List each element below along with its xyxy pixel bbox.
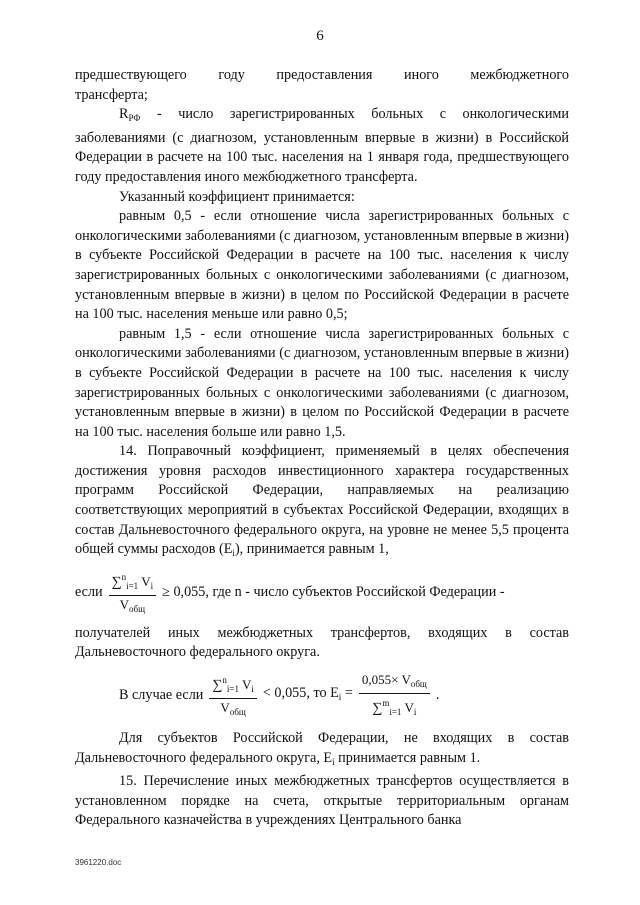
page-number: 6 [316,28,324,44]
paragraph-non-far-east: Для субъектов Российской Федерации, не входящих в состав Дальневосточного федерального округа, $E_i$ принимается равным 1. [75,730,569,767]
formula-otherwise: В случае если $\frac{\sum^n_{i=1} V_i}{V_{общ}}$ < 0,055, то $E_i$ = $\frac{0,055\times V_{общ}}{\sum^m_{i=1} V_i}$ . [119,671,569,721]
paragraph-15: 15. Перечисление иных межбюджетных трансфертов осуществляется в установленном порядке на счета, открытые территориальным органам Федерального казначейства в учреждениях Центрального банка [75,773,569,829]
paragraph-r-rf-definition: $R_{РФ}$ - число зарегистрированных больных с онкологическими заболеваниями (с диагнозом, установленным впервые в жизни) в Российской Федерации в расчете на 100 тыс. населения на 1 января года, предшествующего году предоставления иного межбюджетного трансферта. [75,106,569,185]
formula-condition: если $\frac{\sum^n_{i=1} V_i}{V_{общ}}$ ≥ 0,055, где n - число субъектов Российской Федерации - [75,568,569,618]
paragraph-14: 14. Поправочный коэффициент, применяемый в целях обеспечения достижения уровня расходов инвестиционного характера государственных программ Российской Федерации, направляемых на реализацию соответствующих мероприятий в субъектах Российской Федерации, входящих в состав Дальневосточного федерального округа, на уровне не менее 5,5 процента общей суммы расходов $(E_i)$, принимается равным 1, [75,443,569,559]
formula-fraction-right: $\frac{0,055\times V_{общ}}{\sum^m_{i=1} V_i}$ [359,671,430,721]
paragraph-coefficient-0-5: равным 0,5 - если отношение числа зарегистрированных больных с онкологическими заболеваниями (с диагнозом, установленным впервые в жизни) в субъекте Российской Федерации в расчете на 100 тыс. населения к числу зарегистрированных больных с онкологическими заболеваниями (с диагнозом, установленным впервые в жизни) в целом по Российской Федерации в расчете на 100 тыс. населения меньше или равно 0,5; [75,208,569,323]
paragraph-recipients: получателей иных межбюджетных трансфертов, входящих в состав Дальневосточного федерального округа. [75,624,569,661]
paragraph-coefficient-intro: Указанный коэффициент принимается: [119,188,355,205]
r-rf-symbol: $R_{РФ}$ [119,106,141,124]
formula-fraction-left: $\frac{\sum^n_{i=1} V_i}{V_{общ}}$ [209,671,256,721]
paragraph-continuation: предшествующего году предоставления иного межбюджетного [75,67,569,83]
paragraph-continuation-end: трансферта; [75,86,148,103]
paragraph-coefficient-1-5: равным 1,5 - если отношение числа зарегистрированных больных с онкологическими заболеваниями (с диагнозом, установленным впервые в жизни) в субъекте Российской Федерации в расчете на 100 тыс. населения к числу зарегистрированных больных с онкологическими заболеваниями (с диагнозом, установленным впервые в жизни) в целом по Российской Федерации в расчете на 100 тыс. населения больше или равно 1,5. [75,325,569,440]
document-body [75,66,569,831]
formula-fraction: $\frac{\sum^n_{i=1} V_i}{V_{общ}}$ [109,568,156,618]
file-footer: 3961220.doc [75,858,122,867]
